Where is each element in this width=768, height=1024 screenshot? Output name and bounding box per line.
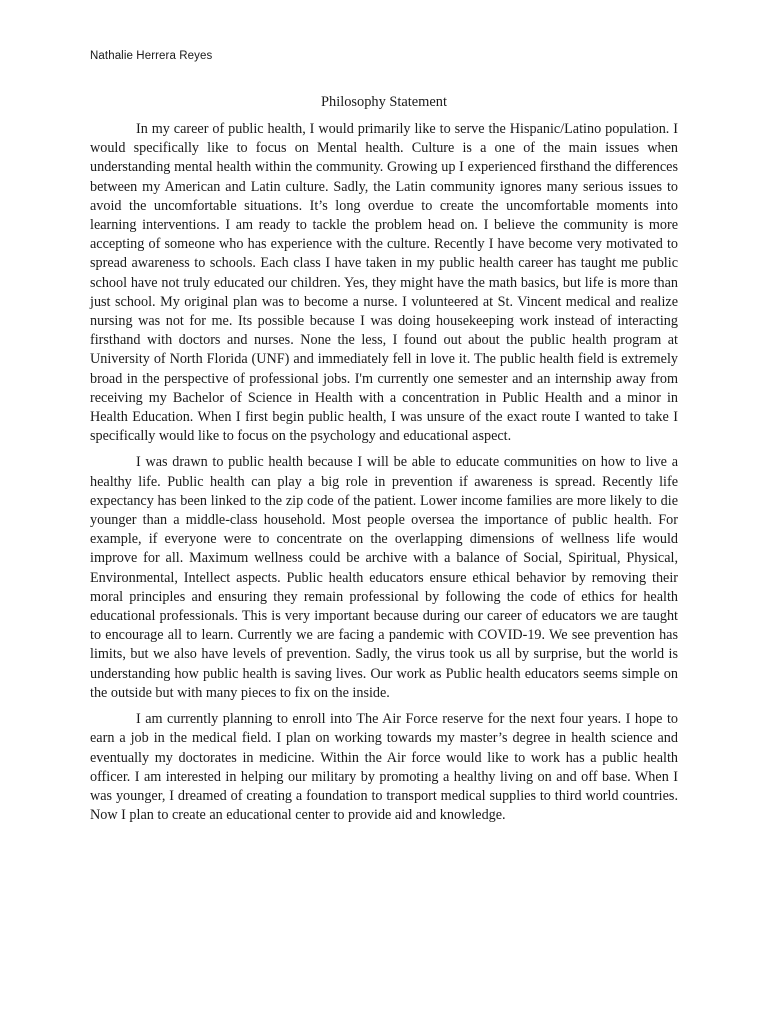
document-body bbox=[90, 120, 678, 832]
paragraph-1: In my career of public health, I would primarily like to serve the Hispanic/Latino population. I would specifically like to focus on Mental health. Culture is a one of the main issues when understanding mental health within the community. Growing up I experienced firsthand the differences between my American and Latin culture. Sadly, the Latin community ignores many serious issues to avoid the uncomfortable situations. It’s long overdue to create the uncomfortable moments into learning interventions. I am ready to tackle the problem head on. I believe the community is more accepting of someone who has experience with the culture. Recently I have become very motivated to spread awareness to schools. Each class I have taken in my public health career has taught me public school have not truly educated our children. Yes, they might have the math basics, but life is more than just school. My original plan was to become a nurse. I volunteered at St. Vincent medical and realize nursing was not for me. Its possible because I was doing housekeeping work instead of interacting firsthand with doctors and nurses. None the less, I found out about the public health program at University of North Florida (UNF) and immediately fell in love it. The public health field is extremely broad in the perspective of professional jobs. I'm currently one semester and an internship away from receiving my Bachelor of Science in Health with a concentration in Public Health and a minor in Health Education. When I first begin public health, I was unsure of the exact route I wanted to take I specifically would like to focus on the psychology and educational aspect. bbox=[90, 121, 678, 445]
author-name: Nathalie Herrera Reyes bbox=[90, 50, 213, 62]
document-title: Philosophy Statement bbox=[321, 94, 447, 110]
paragraph-3: I am currently planning to enroll into The Air Force reserve for the next four years. I hope to earn a job in the medical field. I plan on working towards my master’s degree in health science and eventually my doctorates in medicine. Within the Air force would like to work has a public health officer. I am interested in helping our military by promoting a healthy living on and off base. When I was younger, I dreamed of creating a foundation to transport medical supplies to third world countries. Now I plan to create an educational center to provide aid and knowledge. bbox=[90, 711, 678, 824]
paragraph-2: I was drawn to public health because I will be able to educate communities on how to live a healthy life. Public health can play a big role in prevention if awareness is spread. Recently life expectancy has been linked to the zip code of the patient. Lower income families are more likely to die younger than a middle-class household. Most people oversea the importance of public health. For example, if everyone were to concentrate on the overlapping dimensions of wellness life would improve for all. Maximum wellness could be archive with a balance of Social, Spiritual, Physical, Environmental, Intellect aspects. Public health educators ensure ethical behavior by removing their moral principles and ensuring they remain professional by following the code of ethics for health educational professionals. This is very important because during our career of educators we are taught to encourage all to learn. Currently we are facing a pandemic with COVID-19. We see prevention has limits, but we also have levels of prevention. Sadly, the virus took us all by surprise, but the world is understanding how public health is saving lives. Our work as Public health educators seems simple on the outside but with many pieces to fix on the inside. bbox=[90, 454, 678, 701]
